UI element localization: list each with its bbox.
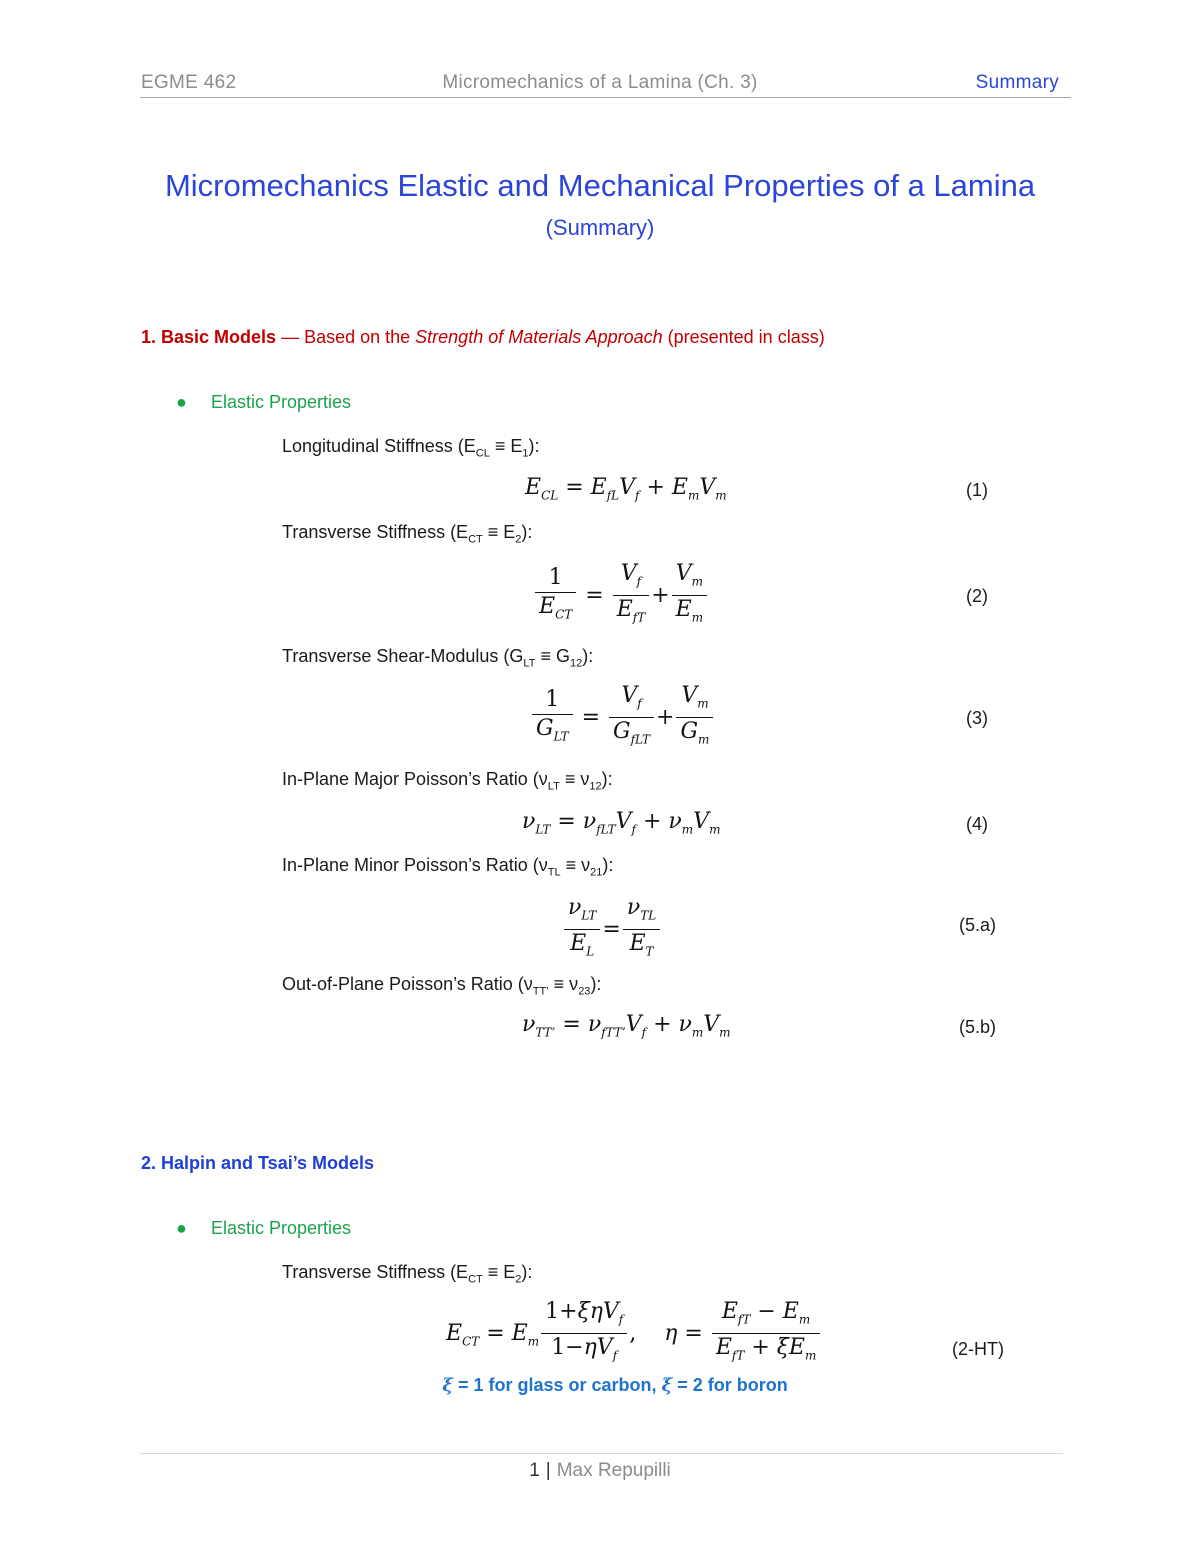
label-minor-poisson-ratio: In-Plane Minor Poisson’s Ratio $(\nu_{TL} \equiv \nu_{21})$: <box>282 855 614 879</box>
footer-rule <box>140 1453 1063 1454</box>
author-name: Max Repupilli <box>556 1460 671 1481</box>
header-course: EGME 462 <box>141 72 237 93</box>
equation-5b: $\nu_{TT’} = \nu_{fTT’}V_f + \nu_mV_m$ <box>522 1012 731 1040</box>
header-chapter: Micromechanics of a Lamina (Ch. 3) <box>442 72 758 93</box>
equation-number-3: (3) <box>966 708 988 728</box>
page-title: Micromechanics Elastic and Mechanical Properties of a Lamina <box>164 168 1036 203</box>
equation-number-2-ht: (2-HT) <box>952 1339 1004 1359</box>
header-rule <box>140 97 1071 98</box>
bullet-elastic-properties-1: ● Elastic Properties <box>176 392 352 412</box>
equation-number-5a: (5.a) <box>958 915 996 935</box>
section-1-heading: 1. Basic Models — Based on the Strength of Materials Approach (presented in class) <box>141 327 825 347</box>
page-subtitle: (Summary) <box>545 215 655 240</box>
header-section: Summary <box>975 72 1059 93</box>
page-number: 1 <box>529 1460 540 1481</box>
bullet-elastic-properties-2: ● Elastic Properties <box>176 1218 352 1238</box>
equation-5a: $\frac{\nu_{LT}}{E_L}$ = $\frac{\nu_{TL}}{E_T}$ <box>562 894 662 966</box>
label-longitudinal-stiffness: Longitudinal Stiffness $(E_{CL} \equiv E_1)$: <box>282 436 540 460</box>
equation-number-5b: (5.b) <box>958 1017 996 1037</box>
equation-number-1: (1) <box>966 480 988 500</box>
equation-number-4: (4) <box>966 814 988 834</box>
equation-3: $\frac{1}{G_{LT}}$ = $\frac{V_f}{G_{fLT}}$ + $\frac{V_m}{G_m}$ <box>530 682 715 754</box>
label-out-of-plane-poisson-ratio: Out-of-Plane Poisson’s Ratio $(\nu_{TT’} \equiv \nu_{23})$: <box>282 974 602 998</box>
label-transverse-shear-modulus: Transverse Shear-Modulus $(G_{LT} \equiv G_{12})$: <box>282 646 594 670</box>
label-transverse-stiffness: Transverse Stiffness $(E_{CT} \equiv E_2)$: <box>282 522 533 546</box>
xi-note: ξ = 1 for glass or carbon, ξ = 2 for boron <box>442 1375 788 1396</box>
equation-2: $\frac{1}{E_{CT}}$ = $\frac{V_f}{E_{fT}}$ + $\frac{V_m}{E_m}$ <box>533 560 709 632</box>
equation-2-ht: $E_{CT} = E_m$ $\frac{1+\xi\eta V_f}{1-\eta V_f}$ , η = $\frac{E_{fT} - E_m}{E_{fT} + \xi E_m}$ <box>446 1298 822 1370</box>
footer-separator: | <box>545 1460 551 1481</box>
equation-number-2: (2) <box>966 586 988 606</box>
footer <box>0 1460 1200 1482</box>
label-major-poisson-ratio: In-Plane Major Poisson’s Ratio $(\nu_{LT} \equiv \nu_{12})$: <box>282 769 613 793</box>
section-2-heading: 2. Halpin and Tsai’s Models <box>141 1153 375 1173</box>
label-ht-transverse-stiffness: Transverse Stiffness $(E_{CT} \equiv E_2)$: <box>282 1262 533 1286</box>
equation-1: $E_{CL} = E_{fL}V_f + E_mV_m$ <box>525 475 727 503</box>
equation-4: $\nu_{LT} = \nu_{fLT}V_f + \nu_mV_m$ <box>522 809 721 837</box>
